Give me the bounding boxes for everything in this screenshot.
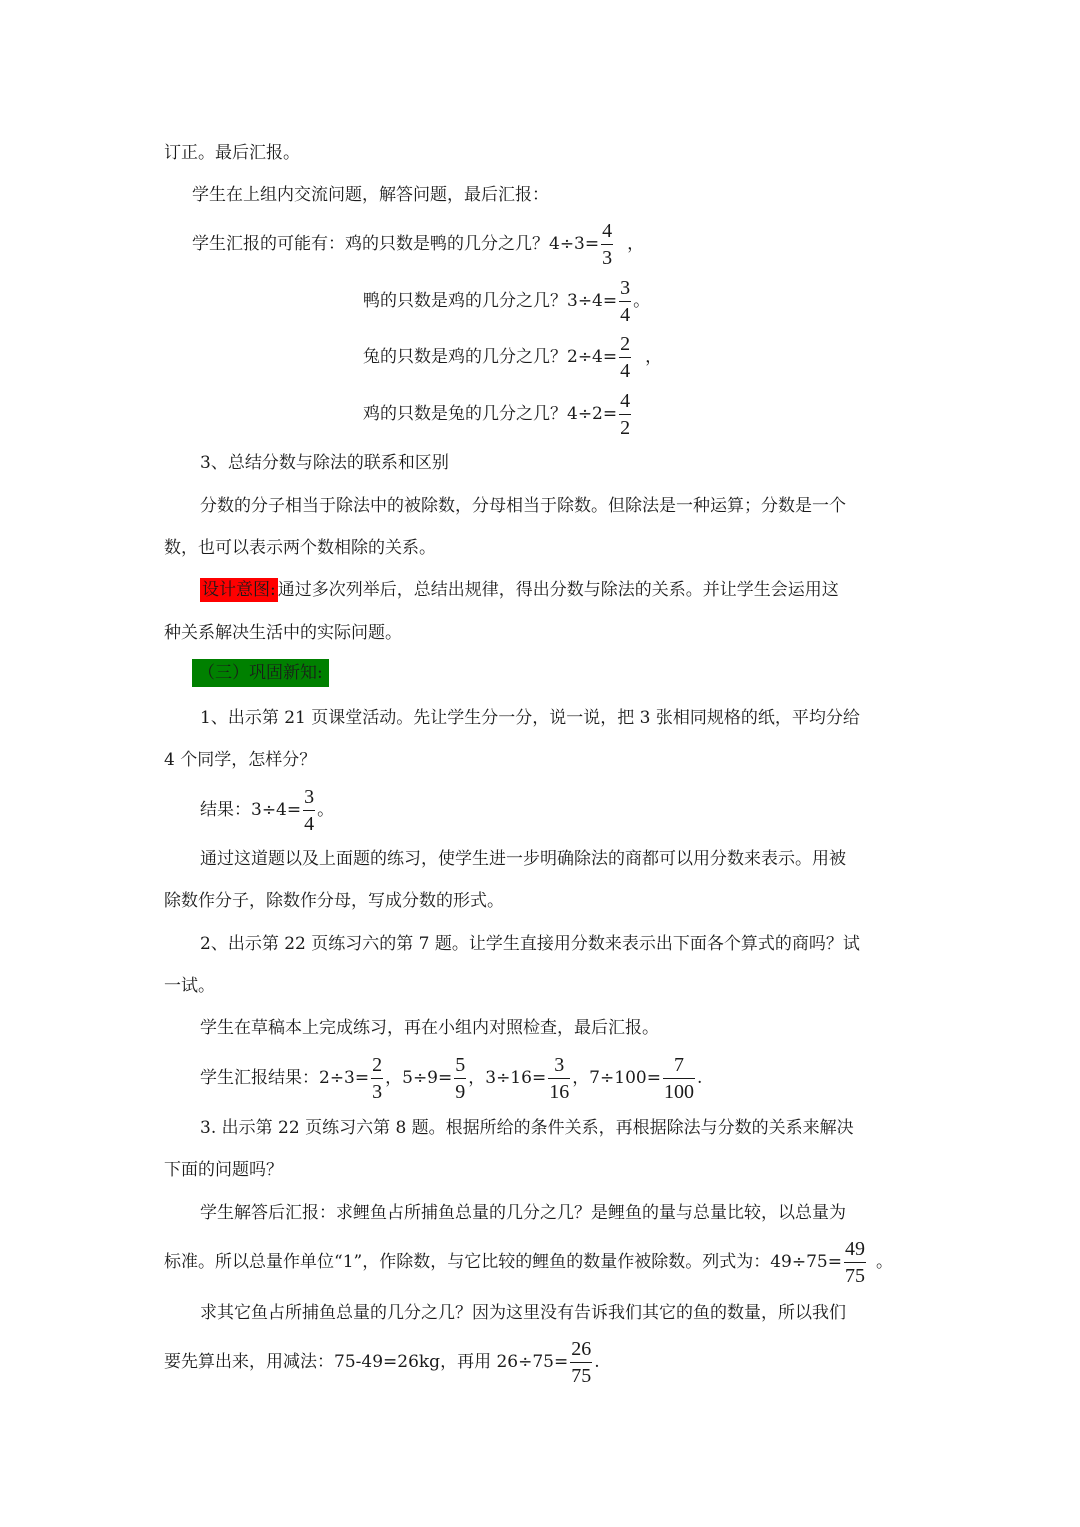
- numerator: 2: [372, 1054, 383, 1076]
- text: 。: [875, 1252, 893, 1272]
- denominator: 3: [372, 1081, 383, 1103]
- formula-line: [200, 785, 334, 836]
- text: ，: [627, 234, 645, 254]
- denominator: 4: [620, 304, 631, 326]
- fraction-bar: [663, 1078, 695, 1079]
- denominator: 3: [602, 247, 613, 269]
- numerator: 4: [602, 220, 613, 242]
- text-line: 种关系解决生活中的实际问题。: [164, 623, 402, 643]
- numerator: 4: [620, 390, 631, 412]
- fraction-bar: [570, 1362, 592, 1363]
- text: 。: [633, 291, 651, 311]
- text: 要先算出来，用减法：75-49=26kg，再用 26÷75=: [164, 1352, 569, 1372]
- fraction: [663, 1053, 695, 1104]
- text-line: 分数的分子相当于除法中的被除数，分母相当于除数。但除法是一种运算；分数是一个: [200, 496, 846, 516]
- numerator: 3: [304, 786, 315, 808]
- numerator: 26: [571, 1338, 592, 1360]
- text-line: 通过这道题以及上面题的练习，使学生进一步明确除法的商都可以用分数来表示。用被: [200, 849, 846, 869]
- text: 结果：3÷4=: [200, 800, 302, 820]
- text-line: 学生解答后汇报：求鲤鱼占所捕鱼总量的几分之几？是鲤鱼的量与总量比较，以总量为: [200, 1203, 846, 1223]
- fraction-bar: [303, 810, 315, 811]
- formula-line: [164, 1337, 600, 1388]
- text-line: 3. 出示第 22 页练习六第 8 题。根据所给的条件关系，再根据除法与分数的关系来解决: [200, 1118, 854, 1138]
- section-label: （三）巩固新知:: [192, 659, 329, 687]
- text-line: 学生在草稿本上完成练习，再在小组内对照检查，最后汇报。: [200, 1018, 659, 1038]
- fraction: [303, 785, 315, 836]
- text: .: [594, 1352, 600, 1372]
- design-intent-line: [200, 577, 839, 603]
- formula-line: [363, 389, 633, 440]
- denominator: 4: [620, 360, 631, 382]
- fraction-bar: [619, 301, 631, 302]
- formula-line: [363, 276, 650, 327]
- section-heading: 3、总结分数与除法的联系和区别: [200, 453, 449, 473]
- fraction-bar: [619, 357, 631, 358]
- numerator: 3: [554, 1054, 565, 1076]
- text: 鸭的只数是鸡的几分之几？3÷4=: [363, 291, 618, 311]
- design-intent-label: 设计意图:: [202, 580, 276, 600]
- fraction: [548, 1053, 570, 1104]
- denominator: 9: [455, 1081, 466, 1103]
- fraction: [619, 332, 631, 383]
- fraction-bar: [548, 1078, 570, 1079]
- text-line: 下面的问题吗？: [164, 1160, 283, 1180]
- fraction: [844, 1237, 866, 1288]
- numerator: 3: [620, 277, 631, 299]
- text: ，7÷100=: [572, 1068, 661, 1088]
- fraction-bar: [454, 1078, 466, 1079]
- text: .: [696, 1068, 703, 1088]
- fraction: [601, 219, 613, 270]
- text-line: 求其它鱼占所捕鱼总量的几分之几？因为这里没有告诉我们其它的鱼的数量，所以我们: [200, 1303, 846, 1323]
- denominator: 2: [620, 417, 631, 439]
- formula-line: [192, 219, 644, 270]
- text: 学生汇报的可能有：鸡的只数是鸭的几分之几？4÷3=: [192, 234, 600, 254]
- text: 兔的只数是鸡的几分之几？2÷4=: [363, 347, 618, 367]
- denominator: 16: [549, 1081, 570, 1103]
- denominator: 75: [844, 1265, 865, 1287]
- text: 通过多次列举后，总结出规律，得出分数与除法的关系。并让学生会运用这: [277, 580, 839, 600]
- text: 鸡的只数是兔的几分之几？4÷2=: [363, 404, 618, 424]
- numerator: 49: [844, 1238, 865, 1260]
- text-line: 2、出示第 22 页练习六的第 7 题。让学生直接用分数来表示出下面各个算式的商吗？试: [200, 934, 860, 954]
- denominator: 4: [304, 813, 315, 835]
- fraction: [619, 276, 631, 327]
- text: 。: [317, 800, 335, 820]
- text-line: 学生在上组内交流问题，解答问题，最后汇报：: [192, 185, 549, 205]
- fraction-bar: [601, 244, 613, 245]
- text: 标准。所以总量作单位“1”，作除数，与它比较的鲤鱼的数量作被除数。列式为：49÷75=: [164, 1252, 842, 1272]
- formula-line: [164, 1237, 893, 1288]
- fraction: [570, 1337, 592, 1388]
- text: 学生汇报结果：2÷3=: [200, 1068, 370, 1088]
- text-line: 数，也可以表示两个数相除的关系。: [164, 538, 436, 558]
- text-line: 一试。: [164, 976, 215, 996]
- text: ，: [645, 347, 663, 367]
- denominator: 75: [571, 1365, 592, 1387]
- text: ，5÷9=: [385, 1068, 453, 1088]
- numerator: 7: [673, 1054, 684, 1076]
- formula-line: [363, 332, 662, 383]
- denominator: 100: [663, 1081, 694, 1103]
- fraction-bar: [844, 1262, 866, 1263]
- fraction: [371, 1053, 383, 1104]
- text-line: 订正。最后汇报。: [164, 143, 300, 163]
- fraction: [619, 389, 631, 440]
- text-line: 4 个同学，怎样分？: [164, 750, 317, 770]
- section-heading: [192, 660, 329, 686]
- fraction-bar: [619, 414, 631, 415]
- text-line: 除数作分子，除数作分母，写成分数的形式。: [164, 891, 504, 911]
- formula-line: [200, 1053, 702, 1104]
- fraction-bar: [371, 1078, 383, 1079]
- fraction: [454, 1053, 466, 1104]
- numerator: 5: [455, 1054, 466, 1076]
- text-line: 1、出示第 21 页课堂活动。先让学生分一分，说一说，把 3 张相同规格的纸，平均分给: [200, 708, 860, 728]
- numerator: 2: [620, 333, 631, 355]
- text: ，3÷16=: [468, 1068, 547, 1088]
